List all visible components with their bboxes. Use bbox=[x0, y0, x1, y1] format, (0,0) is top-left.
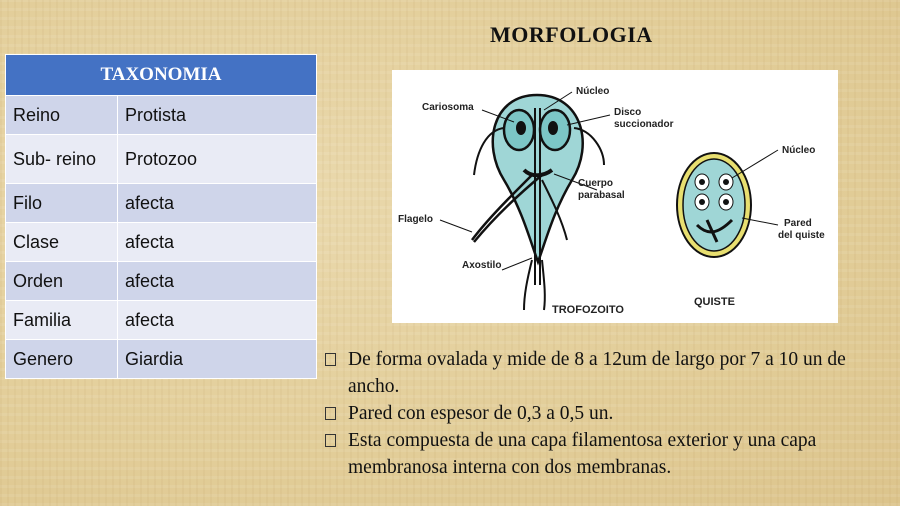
table-row bbox=[6, 301, 317, 340]
table-row bbox=[6, 135, 317, 184]
bullet-text: Pared con espesor de 0,3 a 0,5 un. bbox=[348, 403, 614, 424]
row-label: Orden bbox=[6, 262, 118, 301]
giardia-diagram bbox=[392, 70, 838, 323]
bullet-icon bbox=[325, 353, 336, 366]
bullet-list bbox=[325, 346, 890, 481]
table-row bbox=[6, 340, 317, 379]
flagellum bbox=[542, 260, 545, 310]
label-cariosoma: Cariosoma bbox=[422, 102, 474, 113]
flagellum bbox=[524, 260, 532, 310]
table-row bbox=[6, 262, 317, 301]
row-value: Protozoo bbox=[118, 135, 317, 184]
taxonomy-table bbox=[5, 54, 317, 379]
row-value: Protista bbox=[118, 96, 317, 135]
giardia-diagram-svg bbox=[392, 70, 838, 323]
table-row bbox=[6, 184, 317, 223]
label-del-quiste: del quiste bbox=[778, 230, 825, 241]
row-value: afecta bbox=[118, 301, 317, 340]
label-trofozoito: TROFOZOITO bbox=[552, 304, 624, 316]
label-axostilo: Axostilo bbox=[462, 260, 502, 271]
label-quiste: QUISTE bbox=[694, 296, 735, 308]
row-value: afecta bbox=[118, 262, 317, 301]
label-flagelo: Flagelo bbox=[398, 214, 434, 225]
bullet-text: De forma ovalada y mide de 8 a 12um de largo por 7 a 10 un de ancho. bbox=[348, 349, 846, 397]
row-label: Reino bbox=[6, 96, 118, 135]
row-value: Giardia bbox=[118, 340, 317, 379]
row-label: Sub- reino bbox=[6, 135, 118, 184]
label-pared: Pared bbox=[784, 218, 812, 229]
bullet-item bbox=[325, 400, 890, 427]
taxonomy-header-row bbox=[6, 55, 317, 96]
karyosome-right bbox=[548, 121, 558, 135]
bullet-icon bbox=[325, 434, 336, 447]
bullet-item bbox=[325, 427, 890, 481]
table-row bbox=[6, 96, 317, 135]
label-nucleo-quiste: Núcleo bbox=[782, 145, 816, 156]
label-parabasal: parabasal bbox=[578, 190, 625, 201]
bullet-item bbox=[325, 346, 890, 400]
label-nucleo: Núcleo bbox=[576, 86, 610, 97]
label-disco: Disco bbox=[614, 107, 642, 118]
taxonomy-header: TAXONOMIA bbox=[6, 55, 317, 96]
row-label: Clase bbox=[6, 223, 118, 262]
karyosome-left bbox=[516, 121, 526, 135]
row-label: Genero bbox=[6, 340, 118, 379]
label-cuerpo: Cuerpo bbox=[578, 178, 613, 189]
row-value: afecta bbox=[118, 223, 317, 262]
bullet-icon bbox=[325, 407, 336, 420]
table-row bbox=[6, 223, 317, 262]
row-label: Filo bbox=[6, 184, 118, 223]
bullet-text: Esta compuesta de una capa filamentosa exterior y una capa membranosa interna con dos membranas. bbox=[348, 430, 817, 478]
label-succionador: succionador bbox=[614, 119, 674, 130]
section-title: MORFOLOGIA bbox=[490, 22, 653, 47]
row-label: Familia bbox=[6, 301, 118, 340]
row-value: afecta bbox=[118, 184, 317, 223]
